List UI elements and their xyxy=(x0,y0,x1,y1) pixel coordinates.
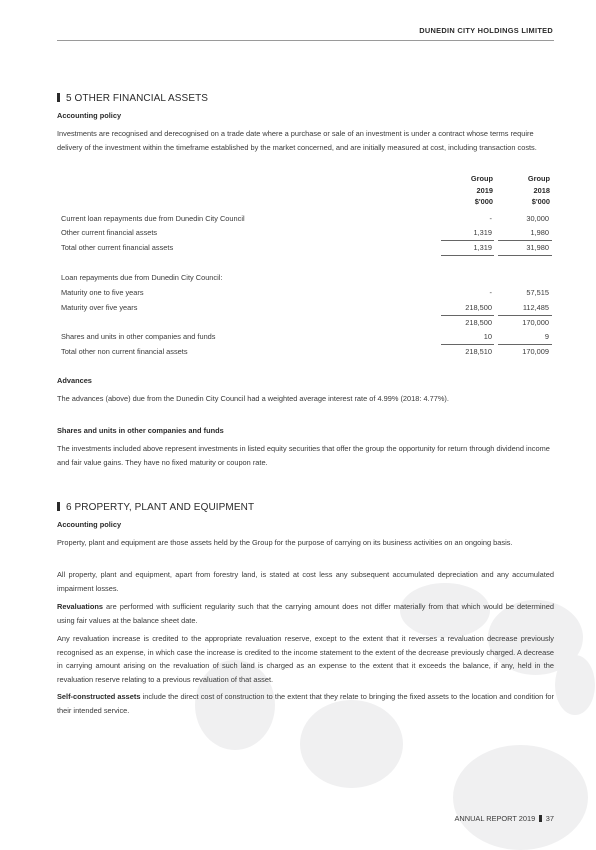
shares-heading: Shares and units in other companies and funds xyxy=(57,426,224,435)
column-header-2019-line: 2019 xyxy=(476,185,493,195)
table-row-label: Loan repayments due from Dunedin City Council: xyxy=(61,273,223,282)
subtotal-rule xyxy=(441,315,494,316)
table-cell-2018: 170,009 xyxy=(522,347,549,356)
table-row-label: Other current financial assets xyxy=(61,228,158,237)
table-cell-2018: 1,980 xyxy=(530,228,549,237)
table-row-label: Total other non current financial assets xyxy=(61,347,188,356)
page-footer xyxy=(454,814,554,823)
ppe-paragraph-1: Property, plant and equipment are those assets held by the Group for the purpose of carrying on its business activities on an ongoing basis. xyxy=(57,538,513,547)
table-row-label: Total other current financial assets xyxy=(61,243,174,252)
organisation-header: DUNEDIN CITY HOLDINGS LIMITED xyxy=(419,26,553,35)
table-cell-2018: 112,485 xyxy=(522,303,549,312)
table-row-label: Current loan repayments due from Dunedin City Council xyxy=(61,214,245,223)
column-header-2019-line: Group xyxy=(470,174,493,183)
footer-separator-icon xyxy=(539,815,542,822)
revaluations-term: Revaluations xyxy=(57,602,104,611)
table-row-label: Maturity over five years xyxy=(61,303,138,312)
table-cell-2019: 10 xyxy=(483,332,492,341)
table-cell-2018: 31,980 xyxy=(526,243,549,252)
table-cell-2019: 218,500 xyxy=(465,318,492,327)
total-rule xyxy=(498,255,552,256)
ppe-paragraph-2: All property, plant and equipment, apart from forestry land, is stated at cost less any subsequent accumulated depreciation and any accumulated impairment losses. xyxy=(57,570,554,593)
table-cell-2018: 57,515 xyxy=(526,288,549,297)
ppe-paragraph-3 xyxy=(57,600,554,627)
total-rule xyxy=(441,255,494,256)
section-6-policy-heading: Accounting policy xyxy=(57,520,122,529)
table-cell-2019: - xyxy=(489,288,492,297)
header-divider xyxy=(57,40,554,41)
ppe-paragraph-4: Any revaluation increase is credited to the appropriate revaluation reserve, except to the extent that it reverses a revaluation decrease previously recognised as an expense, in which case the increase is credited to the income statement to the extent of the decrease previously charged. A decrease in carrying amount arising on the revaluation of such land is charged as an expense to the extent that it exceeds the balance, if any, held in the revaluation reserve relating to a previous revaluation of that asset. xyxy=(57,634,554,684)
revaluations-text: are performed with sufficient regularity such that the carrying amount does not differ materially from that which would be determined using fair values at the balance sheet date. xyxy=(57,602,554,625)
column-header-2019 xyxy=(443,173,493,208)
self-constructed-text: include the direct cost of construction to the extent that they relate to bringing the fixed assets to the location and condition for their intended service. xyxy=(57,692,554,715)
ppe-paragraph-5 xyxy=(57,690,554,717)
table-cell-2019: 1,319 xyxy=(473,228,492,237)
table-row-label: Shares and units in other companies and funds xyxy=(61,332,216,341)
background-blob xyxy=(555,655,595,715)
advances-heading: Advances xyxy=(57,376,92,385)
section-6-title xyxy=(57,502,254,513)
section-5-policy-text: Investments are recognised and derecognised on a trade date where a purchase or sale of an investment is under a contract whose terms require delivery of the investment within the timeframe established by the market concerned, and are initially measured at cost, including transaction costs. xyxy=(57,129,537,152)
advances-text: The advances (above) due from the Dunedin City Council had a weighted average interest rate of 4.99% (2018: 4.77%). xyxy=(57,394,449,403)
section-marker-icon xyxy=(57,502,60,511)
section-5-title-text: 5 OTHER FINANCIAL ASSETS xyxy=(66,93,209,104)
table-cell-2018: 9 xyxy=(544,332,549,341)
table-cell-2018: 170,000 xyxy=(522,318,549,327)
table-cell-2019: - xyxy=(489,214,492,223)
column-header-2018-line: 2018 xyxy=(533,185,550,195)
table-cell-2019: 1,319 xyxy=(473,243,492,252)
subtotal-rule xyxy=(498,315,552,316)
subtotal-rule xyxy=(498,240,552,241)
table-cell-2019: 218,510 xyxy=(465,347,492,356)
subtotal-rule xyxy=(441,344,494,345)
footer-report-title: ANNUAL REPORT 2019 xyxy=(454,814,536,823)
column-header-2018 xyxy=(500,173,550,208)
table-row-label: Maturity one to five years xyxy=(61,288,144,297)
table-cell-2019: 218,500 xyxy=(465,303,492,312)
section-5-policy-heading: Accounting policy xyxy=(57,111,122,120)
background-blob xyxy=(453,745,588,850)
table-cell-2018: 30,000 xyxy=(526,214,549,223)
shares-text: The investments included above represent investments in listed equity securities that offer the group the opportunity for return through dividend income and fair value gains. They have no fixed maturity or coupon rate. xyxy=(57,444,550,467)
section-5-title xyxy=(57,93,208,104)
subtotal-rule xyxy=(441,240,494,241)
column-header-2018-line: $'000 xyxy=(531,197,550,206)
section-6-title-text: 6 PROPERTY, PLANT AND EQUIPMENT xyxy=(66,502,255,513)
subtotal-rule xyxy=(498,344,552,345)
column-header-2019-line: $'000 xyxy=(474,197,493,206)
page-number: 37 xyxy=(545,814,554,823)
self-constructed-term: Self-constructed assets xyxy=(57,692,141,701)
column-header-2018-line: Group xyxy=(527,174,550,183)
section-marker-icon xyxy=(57,93,60,102)
